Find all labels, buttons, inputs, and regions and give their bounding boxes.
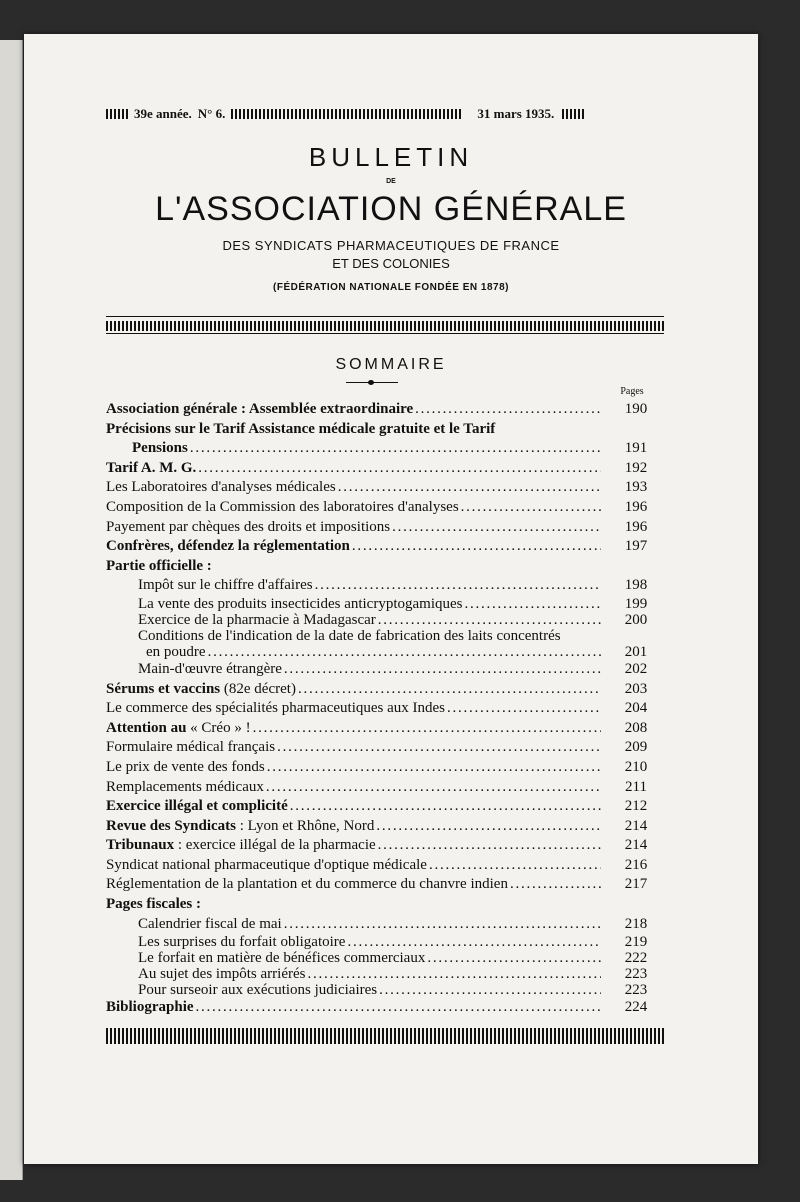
toc-entry xyxy=(106,797,648,817)
toc-entry-page: 214 xyxy=(624,837,648,854)
toc-entry xyxy=(106,595,648,612)
toc-entry-title: Exercice de la pharmacie à Madagascar xyxy=(138,611,376,628)
leader-dots xyxy=(290,797,601,817)
toc-entry-title xyxy=(106,680,296,700)
toc-entry-title: en poudre xyxy=(146,643,206,660)
toc-entry-page: 198 xyxy=(624,577,648,594)
leader-dots xyxy=(392,518,601,538)
toc-entry-page: 196 xyxy=(624,498,648,515)
toc-entry-page: 224 xyxy=(624,999,648,1016)
toc-entry-page: 190 xyxy=(624,401,648,417)
toc-entry-title: Réglementation de la plantation et du commerce du chanvre indien xyxy=(106,876,508,893)
toc-entry-title: Le forfait en matière de bénéfices commerciaux xyxy=(138,950,426,967)
leader-dots xyxy=(378,836,601,856)
toc-entry xyxy=(106,459,648,479)
toc-entry-title: Remplacements médicaux xyxy=(106,778,264,795)
toc-entry-page: 197 xyxy=(624,538,648,555)
toc-entry-page: 222 xyxy=(624,950,648,967)
pages-column-label: Pages xyxy=(620,386,644,397)
toc-entry xyxy=(106,576,648,596)
toc-entry xyxy=(106,611,648,628)
toc-entry-title: Les surprises du forfait obligatoire xyxy=(138,934,346,951)
toc-entry xyxy=(106,537,648,557)
toc-entry xyxy=(106,895,641,915)
toc-entry-title: Exercice illégal et complicité xyxy=(106,798,288,815)
leader-dots xyxy=(307,966,601,982)
leader-dots xyxy=(284,660,601,680)
toc-entry-title: Impôt sur le chiffre d'affaires xyxy=(138,577,313,594)
toc-entry xyxy=(106,817,648,837)
toc-entry xyxy=(106,420,641,440)
leader-dots xyxy=(198,459,601,479)
toc-entry-title-rest: « Créo » ! xyxy=(186,719,251,736)
toc-entry-page: 212 xyxy=(624,798,648,815)
toc-entry-title: Pensions xyxy=(132,440,188,457)
leader-dots xyxy=(284,915,601,935)
toc-entry-title-rest: (82e décret) xyxy=(220,680,296,697)
toc-entry-title: Conditions de l'indication de la date de fabrication des laits concentrés xyxy=(138,627,561,644)
toc-entry-title: Syndicat national pharmaceutique d'optique médicale xyxy=(106,856,427,873)
toc-entry-title: Le commerce des spécialités pharmaceutiques aux Indes xyxy=(106,700,446,717)
decorative-bars xyxy=(106,109,128,119)
decorative-bars xyxy=(231,109,463,119)
leader-dots xyxy=(266,778,601,798)
toc-entry xyxy=(106,643,648,660)
toc-entry-title: Au sujet des impôts arriérés xyxy=(138,966,306,983)
toc-entry-page: 208 xyxy=(624,719,648,736)
toc-entry-page: 211 xyxy=(625,778,647,795)
leader-dots xyxy=(352,537,601,557)
toc-entry-title: Partie officielle : xyxy=(106,557,212,574)
toc-entry xyxy=(106,557,641,577)
leader-dots xyxy=(190,439,601,459)
decorative-bars xyxy=(562,109,586,119)
toc-entry-page: 210 xyxy=(624,758,648,775)
divider xyxy=(106,316,664,317)
toc-entry-title: Main-d'œuvre étrangère xyxy=(138,660,282,677)
table-of-contents xyxy=(106,400,648,1018)
issue-date: 31 mars 1935. xyxy=(477,106,555,121)
toc-entry-title: Composition de la Commission des laboratoires d'analyses xyxy=(106,498,459,515)
leader-dots xyxy=(378,612,601,628)
toc-entry-title: Formulaire médical français xyxy=(106,739,276,756)
title-de: DE xyxy=(386,178,396,185)
title-bulletin: BULLETIN xyxy=(308,142,474,172)
toc-entry xyxy=(106,915,648,935)
toc-entry-page: 193 xyxy=(624,479,648,496)
toc-entry-title-rest: : exercice illégal de la pharmacie xyxy=(174,837,376,854)
toc-entry xyxy=(106,518,648,538)
toc-entry-page: 219 xyxy=(624,934,648,951)
toc-entry-title-bold: Tribunaux xyxy=(106,837,175,854)
toc-entry-title-bold: Attention au xyxy=(106,719,187,736)
leader-dots xyxy=(376,817,601,837)
toc-entry xyxy=(106,628,641,644)
sommaire-title: SOMMAIRE xyxy=(335,356,447,373)
toc-entry-page: 216 xyxy=(624,856,648,873)
toc-entry-title: Association générale : Assemblée extraordinaire xyxy=(106,401,414,417)
toc-entry-page: 196 xyxy=(624,518,648,535)
toc-entry xyxy=(106,478,648,498)
toc-entry-page: 191 xyxy=(624,440,648,457)
leader-dots xyxy=(315,576,601,596)
toc-entry-title: Calendrier fiscal de mai xyxy=(138,915,282,932)
toc-entry xyxy=(106,758,648,778)
toc-entry xyxy=(106,856,648,876)
toc-entry xyxy=(106,982,648,999)
toc-entry xyxy=(106,998,648,1018)
leader-dots xyxy=(427,950,601,966)
title-colonies: ET DES COLONIES xyxy=(332,256,450,271)
toc-entry xyxy=(106,738,648,758)
leader-dots xyxy=(461,498,601,518)
toc-entry-page: 223 xyxy=(624,966,648,983)
toc-entry-title-bold: Revue des Syndicats xyxy=(106,817,237,834)
toc-entry xyxy=(106,934,648,951)
toc-entry-page: 218 xyxy=(624,915,648,932)
toc-entry-page: 204 xyxy=(624,700,648,717)
toc-entry xyxy=(106,699,648,719)
leader-dots xyxy=(267,758,601,778)
leader-dots xyxy=(347,934,601,950)
toc-entry-page: 192 xyxy=(624,459,648,476)
divider xyxy=(106,333,664,334)
toc-entry-title-bold: Sérums et vaccins xyxy=(106,680,221,697)
toc-entry-page: 209 xyxy=(624,739,648,756)
toc-entry-title xyxy=(106,719,251,739)
leader-dots xyxy=(338,478,601,498)
toc-entry-title: Bibliographie xyxy=(106,999,194,1016)
leader-dots xyxy=(196,998,601,1018)
toc-entry-title: Confrères, défendez la réglementation xyxy=(106,538,350,555)
issue-number: N° 6. xyxy=(197,106,226,121)
document-page xyxy=(24,34,758,1164)
leader-dots xyxy=(253,719,601,739)
adjacent-page-edge xyxy=(0,40,23,1180)
toc-entry-page: 202 xyxy=(624,660,648,677)
toc-entry xyxy=(106,400,648,420)
title-federation: (FÉDÉRATION NATIONALE FONDÉE EN 1878) xyxy=(273,282,509,293)
toc-entry-page: 200 xyxy=(624,611,648,628)
leader-dots xyxy=(465,596,602,612)
leader-dots xyxy=(298,680,601,700)
toc-entry-title: Pour surseoir aux exécutions judiciaires xyxy=(138,982,378,999)
toc-entry-page: 201 xyxy=(624,643,648,660)
toc-entry xyxy=(106,836,648,856)
leader-dots xyxy=(429,856,601,876)
leader-dots xyxy=(208,644,601,660)
toc-entry-title: La vente des produits insecticides anticryptogamiques xyxy=(138,595,463,612)
leader-dots xyxy=(415,400,601,420)
toc-entry-title: Tarif A. M. G. xyxy=(106,459,197,476)
toc-entry-page: 217 xyxy=(624,876,648,893)
decorative-footer-bar xyxy=(106,1028,666,1044)
toc-entry xyxy=(106,719,648,739)
toc-entry xyxy=(106,498,648,518)
toc-entry-title: Pages fiscales : xyxy=(106,896,201,913)
toc-entry-title: Les Laboratoires d'analyses médicales xyxy=(106,479,336,496)
toc-entry-title: Payement par chèques des droits et impositions xyxy=(106,518,391,535)
toc-entry xyxy=(106,439,648,459)
ornament-rule xyxy=(346,382,398,383)
title-syndicats: DES SYNDICATS PHARMACEUTIQUES DE FRANCE xyxy=(222,238,560,253)
toc-entry-title: Le prix de vente des fonds xyxy=(106,758,265,775)
toc-entry xyxy=(106,660,648,680)
toc-entry-title-rest: : Lyon et Rhône, Nord xyxy=(236,817,375,834)
toc-entry xyxy=(106,778,647,798)
title-association: L'ASSOCIATION GÉNÉRALE xyxy=(155,190,627,228)
leader-dots xyxy=(447,699,601,719)
decorative-bar-divider xyxy=(106,321,664,331)
toc-entry-title xyxy=(106,836,376,856)
toc-entry xyxy=(106,680,648,700)
toc-entry-title xyxy=(106,817,374,837)
toc-entry-page: 199 xyxy=(624,595,648,612)
toc-entry xyxy=(106,950,648,967)
toc-entry-page: 214 xyxy=(624,817,648,834)
toc-entry xyxy=(106,875,648,895)
issue-header xyxy=(106,106,666,122)
toc-entry-title: Précisions sur le Tarif Assistance médicale gratuite et le Tarif xyxy=(106,420,496,437)
toc-entry-page: 223 xyxy=(624,982,648,999)
leader-dots xyxy=(510,875,601,895)
leader-dots xyxy=(379,982,601,998)
issue-year: 39e année. xyxy=(134,106,192,121)
toc-entry xyxy=(106,966,648,983)
toc-entry-page: 203 xyxy=(624,680,648,697)
leader-dots xyxy=(277,738,601,758)
